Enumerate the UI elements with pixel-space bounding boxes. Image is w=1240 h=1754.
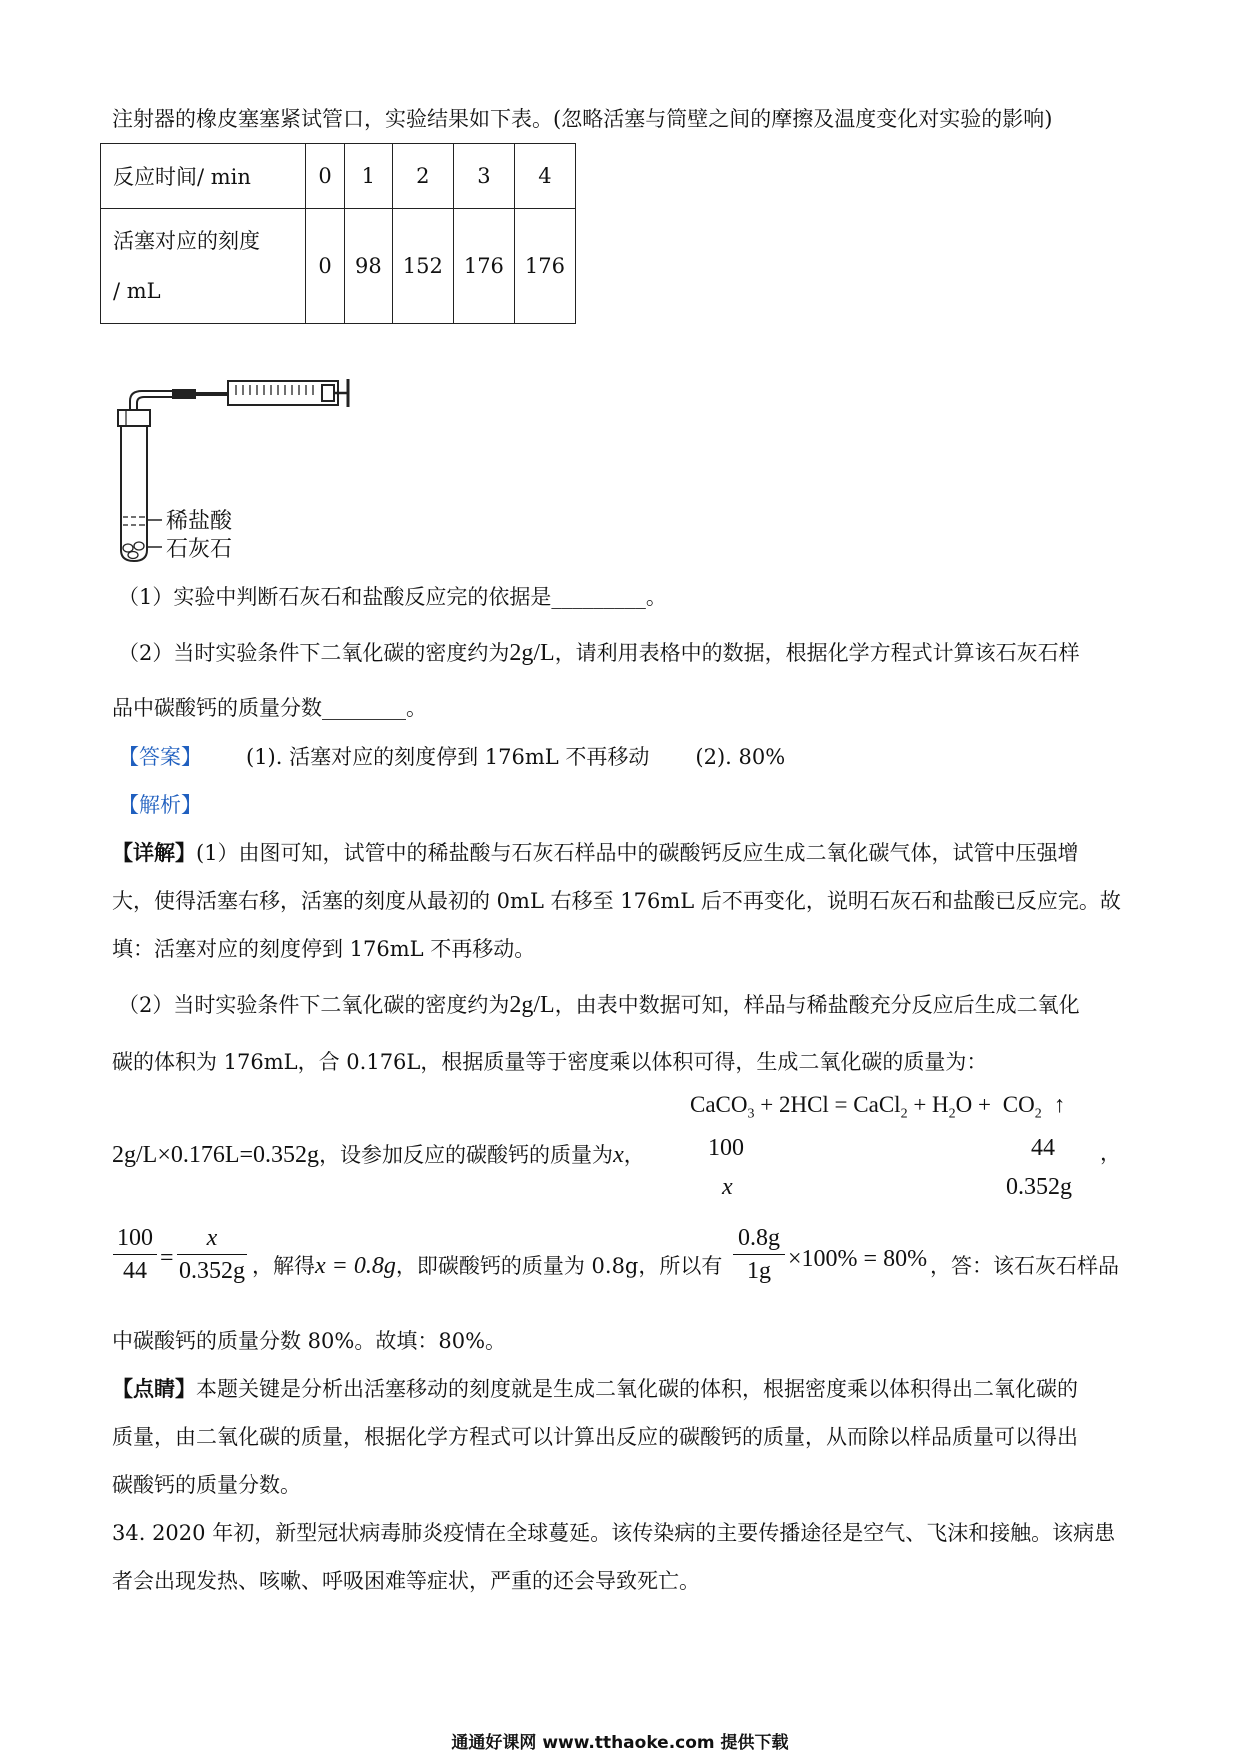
- eq-hcl: + 2HCl = CaCl: [754, 1092, 901, 1117]
- ratio-text-2: ，即碳酸钙的质量为 0.8g，所以有: [395, 1254, 723, 1278]
- table-cell: 152: [392, 209, 453, 324]
- note-tag: 【点睛】: [112, 1376, 196, 1401]
- row-label-volume-b: / mL: [113, 279, 161, 303]
- note-text-1: 本题关键是分析出活塞移动的刻度就是生成二氧化碳的体积，根据密度乘以体积得出二氧化碳的: [196, 1377, 1078, 1401]
- table-cell: 0: [306, 144, 345, 209]
- ratio-solve: x = 0.8g: [315, 1253, 396, 1279]
- table-row: [101, 209, 576, 324]
- table-cell: 176: [514, 209, 575, 324]
- question-2-line-b: 品中碳酸钙的质量分数________。: [112, 696, 427, 720]
- row-label-volume: [101, 209, 306, 324]
- frac-num: 0.8g: [738, 1225, 780, 1251]
- density-value: 2g/L: [509, 640, 555, 666]
- fraction-100-44: [112, 1222, 158, 1287]
- eq-sub: 2: [1034, 1106, 1042, 1122]
- answer-1: (1). 活塞对应的刻度停到 176mL 不再移动: [246, 745, 650, 769]
- question-2-line-a: [118, 638, 1080, 668]
- test-tube: [121, 410, 147, 561]
- fraction-x-0352: [176, 1222, 248, 1287]
- eq-o: O +: [955, 1092, 997, 1117]
- detail-2-line-a: [118, 990, 1080, 1020]
- intro-text: 注射器的橡皮塞塞紧试管口，实验结果如下表。(忽略活塞与筒壁之间的摩擦及温度变化对实验的影响): [112, 107, 1053, 131]
- answer-line: [118, 742, 785, 772]
- apparatus-figure: [110, 375, 360, 570]
- mass-calc-comma: ，: [623, 1143, 645, 1167]
- table-cell: 98: [345, 209, 393, 324]
- table-cell: 0: [306, 209, 345, 324]
- detail-text-1: (1）由图可知，试管中的稀盐酸与石灰石样品中的碳酸钙反应生成二氧化碳气体，试管中压强增: [196, 841, 1079, 865]
- question-1: （1）实验中判断石灰石和盐酸反应完的依据是_________。: [118, 585, 667, 609]
- detail-2-line-b: 碳的体积为 176mL，合 0.176L，根据质量等于密度乘以体积可得，生成二氧化碳的质量为：: [112, 1050, 988, 1074]
- question-34-line-a: 34. 2020 年初，新型冠状病毒肺炎疫情在全球蔓延。该传染病的主要传播途径是空气、飞沫和接触。该病患: [112, 1521, 1116, 1545]
- eq-comma: ，: [1100, 1141, 1121, 1165]
- eq-molar-mass-co2: 44: [1031, 1135, 1055, 1161]
- answer-2: (2). 80%: [695, 745, 786, 769]
- eq-caco3: CaCO: [690, 1092, 748, 1117]
- table-row: [101, 144, 576, 209]
- note-line-1: [112, 1374, 1078, 1404]
- fraction-08-1: [732, 1222, 786, 1287]
- chemical-equation: [690, 1092, 1065, 1123]
- frac-num: x: [206, 1225, 218, 1251]
- mass-calc: 2g/L×0.176L=0.352g: [112, 1142, 320, 1168]
- eq-sub: 3: [747, 1106, 755, 1122]
- table-cell: 4: [514, 144, 575, 209]
- question-2-text-b: ，请利用表格中的数据，根据化学方程式计算该石灰石样: [554, 641, 1080, 665]
- note-line-3: 碳酸钙的质量分数。: [112, 1473, 301, 1497]
- question-34-line-b: 者会出现发热、咳嗽、呼吸困难等症状，严重的还会导致死亡。: [112, 1569, 700, 1593]
- detail-line-3: 填：活塞对应的刻度停到 176mL 不再移动。: [112, 937, 536, 961]
- row-label-time: 反应时间/ min: [101, 144, 306, 209]
- eq-h2o: + H: [907, 1092, 949, 1117]
- percent-calc: ×100% = 80%: [788, 1246, 928, 1272]
- eq-sub: 2: [948, 1106, 956, 1122]
- table-cell: 2: [392, 144, 453, 209]
- results-table: [100, 143, 576, 324]
- gas-arrow: ↑: [1053, 1092, 1066, 1117]
- mass-calc-text: ，设参加反应的碳酸钙的质量为: [319, 1143, 614, 1167]
- syringe-plunger: [322, 385, 334, 401]
- eq-var-x: x: [722, 1174, 733, 1200]
- question-2-text-a: （2）当时实验条件下二氧化碳的密度约为: [118, 641, 510, 665]
- conclusion: 中碳酸钙的质量分数 80%。故填：80%。: [112, 1329, 507, 1353]
- table-cell: 176: [453, 209, 514, 324]
- mass-calc-line: [112, 1140, 645, 1170]
- note-line-2: 质量，由二氧化碳的质量，根据化学方程式可以计算出反应的碳酸钙的质量，从而除以样品质量可以得出: [112, 1425, 1078, 1449]
- analysis-tag: 【解析】: [118, 793, 202, 817]
- frac-den: 0.352g: [179, 1258, 245, 1284]
- table-cell: 3: [453, 144, 514, 209]
- detail-line-1: [112, 838, 1079, 868]
- row-label-volume-a: 活塞对应的刻度: [113, 229, 260, 253]
- eq-mass-co2: 0.352g: [1006, 1174, 1072, 1200]
- ratio-solve-label: ，解得: [252, 1254, 315, 1278]
- detail-line-2: 大，使得活塞右移，活塞的刻度从最初的 0mL 右移至 176mL 后不再变化，说明石灰石和盐酸已反应完。故: [112, 889, 1121, 913]
- detail-2-text-b: ，由表中数据可知，样品与稀盐酸充分反应后生成二氧化: [554, 993, 1080, 1017]
- page-footer: 通通好课网 www.tthaoke.com 提供下载: [451, 1733, 789, 1753]
- frac-den: 1g: [747, 1258, 771, 1284]
- density-value-2: 2g/L: [509, 992, 555, 1018]
- ratio-text-1: [252, 1250, 722, 1280]
- variable-x: x: [613, 1142, 624, 1168]
- detail-2-text-a: （2）当时实验条件下二氧化碳的密度约为: [118, 993, 510, 1017]
- eq-co2: CO: [1002, 1092, 1035, 1117]
- frac-den: 44: [123, 1258, 147, 1284]
- answer-tag: 【答案】: [118, 745, 202, 769]
- table-cell: 1: [345, 144, 393, 209]
- rubber-stopper: [118, 410, 150, 426]
- frac-num: 100: [117, 1225, 153, 1251]
- equals-sign: =: [160, 1245, 174, 1271]
- eq-sub: 2: [900, 1106, 908, 1122]
- label-limestone: 石灰石: [166, 537, 233, 562]
- ratio-text-3: ，答：该石灰石样品: [930, 1254, 1119, 1278]
- eq-molar-mass-caco3: 100: [708, 1135, 744, 1161]
- label-hydrochloric-acid: 稀盐酸: [166, 509, 233, 534]
- detail-tag: 【详解】: [112, 840, 196, 865]
